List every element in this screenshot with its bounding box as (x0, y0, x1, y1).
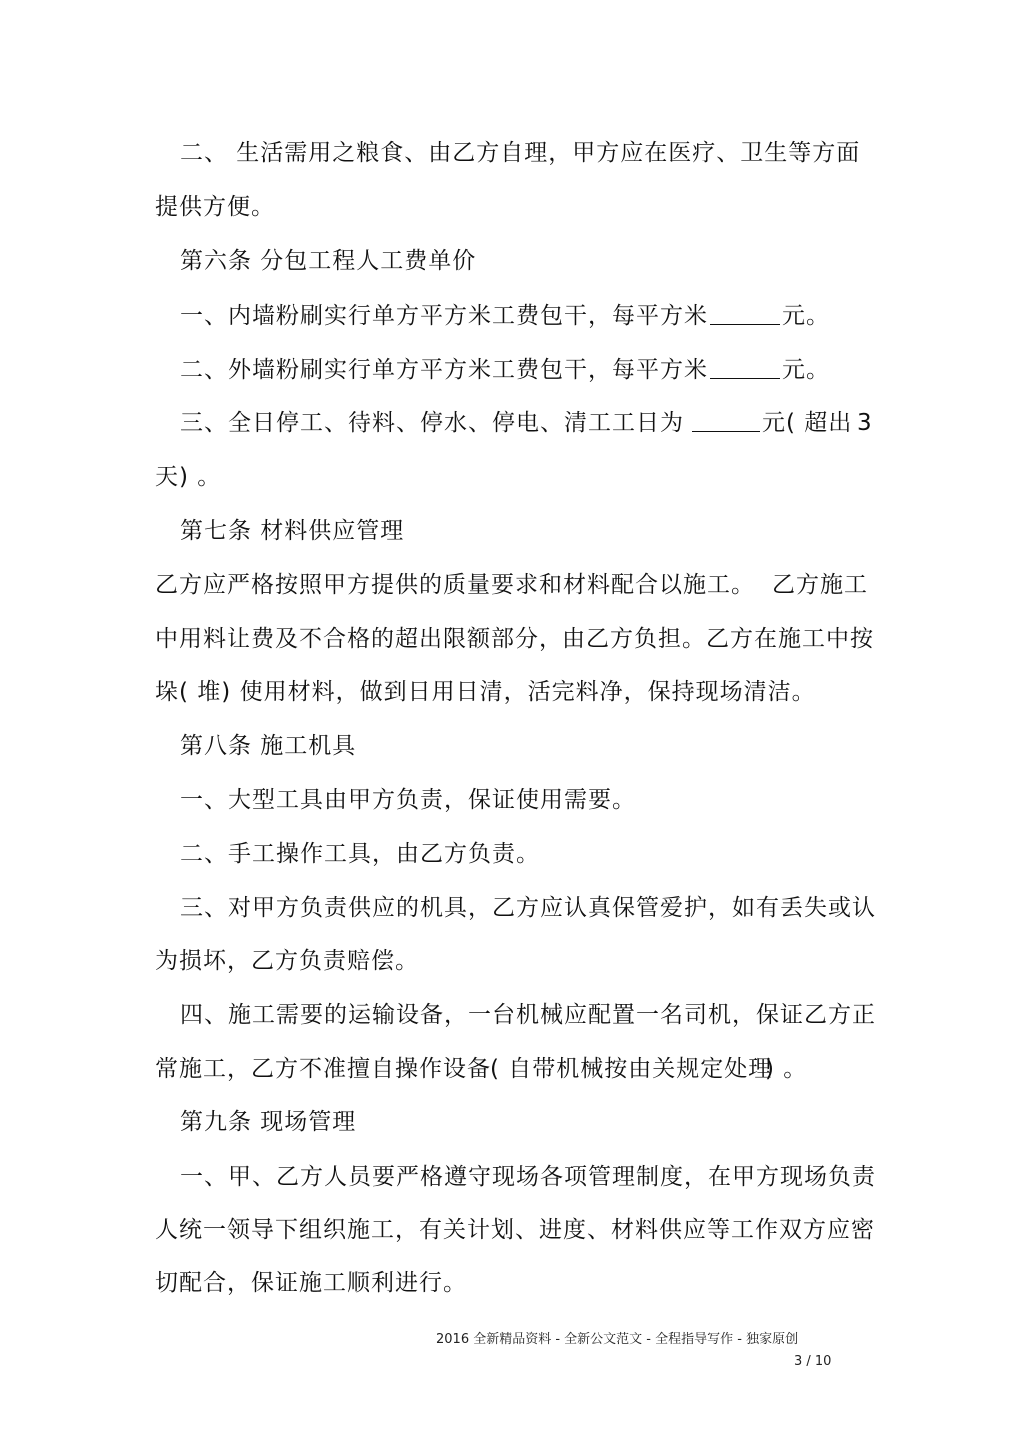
paragraph-line: 乙方施工 (772, 572, 868, 598)
page-number: 3 / 10 (794, 1354, 832, 1369)
paragraph-line: 垛( 堆) 使用材料，做到日用日清，活完料净，保持现场清洁。 (155, 679, 816, 705)
section-heading: 第九条 现场管理 (180, 1109, 357, 1135)
paragraph-line: 一、内墙粉刷实行单方平方米工费包干，每平方米 (180, 303, 708, 329)
paragraph-line: 提供方便。 (155, 194, 275, 220)
footer-tagline: 2016 全新精品资料 - 全新公文范文 - 全程指导写作 - 独家原创 (436, 1332, 799, 1347)
unit-text: 元。 (782, 357, 830, 383)
paragraph-line: 一、甲、乙方人员要严格遵守现场各项管理制度，在甲方现场负责 (180, 1164, 876, 1190)
unit-text: 元( 超出 (762, 410, 853, 436)
paragraph-line: 一、大型工具由甲方负责，保证使用需要。 (180, 787, 636, 813)
number-text: 3 (857, 410, 873, 436)
paragraph-line: 常施工，乙方不准擅自操作设备 (155, 1056, 491, 1082)
paragraph-line: 乙方应严格按照甲方提供的质量要求和材料配合以施工。 (155, 572, 755, 598)
paragraph-line: ( 自带机械按由关规定处理 (490, 1056, 773, 1082)
section-heading: 第八条 施工机具 (180, 733, 357, 759)
paragraph-line: 四、施工需要的运输设备，一台机械应配置一名司机，保证乙方正 (180, 1002, 876, 1028)
paragraph-line: 二、 生活需用之粮食、由乙方自理，甲方应在医疗、卫生等方面 (180, 140, 861, 166)
paragraph-line: ) 。 (765, 1056, 808, 1082)
fill-blank (692, 431, 760, 432)
paragraph-line: 天) 。 (155, 464, 222, 490)
paragraph-line: 中用料让费及不合格的超出限额部分， (155, 626, 563, 652)
fill-blank (710, 324, 780, 325)
paragraph-line: 二、手工操作工具，由乙方负责。 (180, 841, 540, 867)
section-heading: 第六条 分包工程人工费单价 (180, 248, 477, 274)
paragraph-line: 切配合，保证施工顺利进行。 (155, 1270, 467, 1296)
section-heading: 第七条 材料供应管理 (180, 518, 405, 544)
paragraph-line: 三、对甲方负责供应的机具，乙方应认真保管爱护，如有丢失或认 (180, 895, 876, 921)
paragraph-line: 三、全日停工、待料、停水、停电、清工工日为 (180, 410, 684, 436)
paragraph-line: 由乙方负担。乙方在施工中按 (562, 626, 874, 652)
paragraph-line: 二、外墙粉刷实行单方平方米工费包干，每平方米 (180, 357, 708, 383)
paragraph-line: 为损坏，乙方负责赔偿。 (155, 948, 419, 974)
fill-blank (710, 378, 780, 379)
paragraph-line: 人统一领导下组织施工，有关计划、进度、材料供应等工作双方应密 (155, 1217, 875, 1243)
unit-text: 元。 (782, 303, 830, 329)
